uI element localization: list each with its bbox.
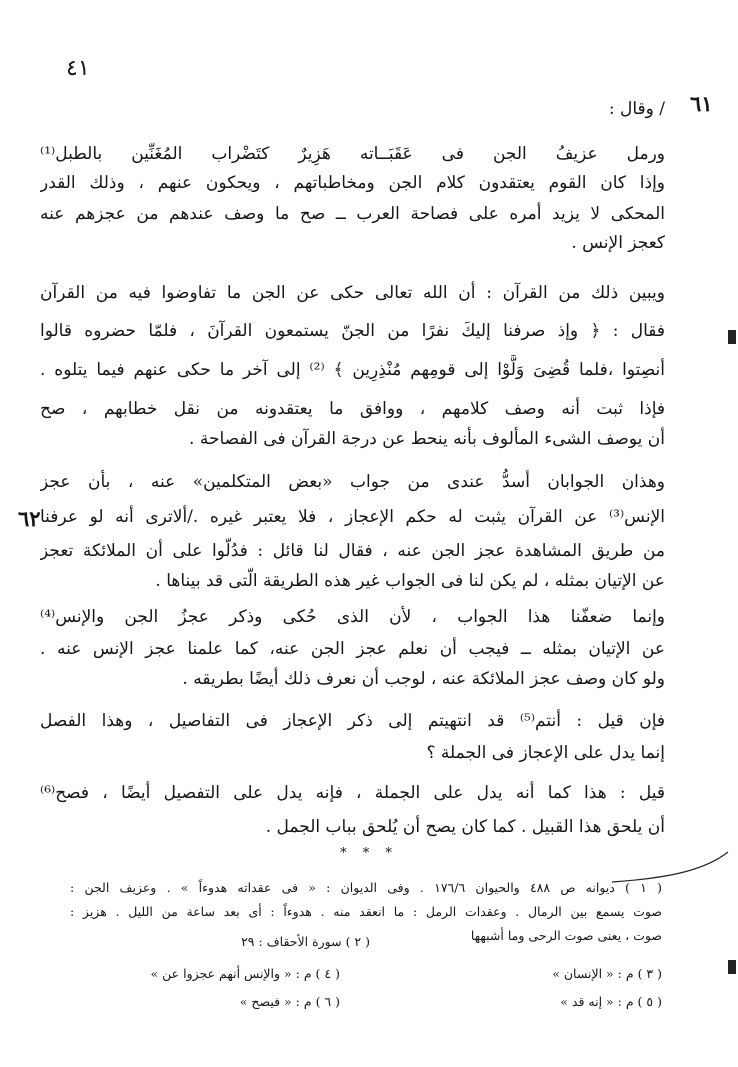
body-line: ولو كان وصف عجز الملائكة عنه ، لوجب أن نعرف ذلك أيضًا بطريقه .	[182, 669, 665, 689]
margin-reference-61: ٦١	[690, 91, 713, 116]
footnote-2: ( ٢ ) سورة الأحقاف : ٢٩	[241, 934, 370, 949]
body-line: ورمل عزيفُ الجن فى عَقَبَــاته هَزِيرٌ كتَضْراب المُغَنِّين بالطبل⁽¹⁾	[40, 144, 665, 164]
body-line: أنصِتوا ،فلما قُضِىَ وَلَّوْا إلى قومِهم مُنْذِرِين ﴾ ⁽²⁾ إلى آخر ما حكى عنهم فيما يتلوه .	[40, 360, 665, 380]
body-line: أن يلحق هذا القبيل . كما كان يصح أن يُلحق بباب الجمل .	[265, 817, 665, 837]
edge-mark	[728, 330, 736, 344]
body-line: من طريق المشاهدة عجز الجن عنه ، فقال لنا قائل : فدُلّوا على أن الملائكة تعجز	[40, 541, 665, 561]
body-line: فإن قيل : أنتم⁽⁵⁾ قد انتهيتم إلى ذكر الإعجاز فى التفاصيل ، وهذا الفصل	[40, 711, 665, 731]
body-line: الإنس⁽³⁾ عن القرآن يثبت له حكم الإعجاز ، فلا يعتبر غيره ./ألاترى أنه لو عرفنا	[40, 507, 665, 527]
footnote-3: ( ٣ ) م : « الإنسان »	[552, 966, 662, 981]
section-separator: * * *	[340, 846, 398, 861]
body-line: فقال : ﴿ وإذ صرفنا إليكَ نفرًا من الجنّ يستمعون القرآنَ ، فلمّا حضروه قالوا	[40, 321, 665, 341]
body-line: إنما يدل على الإعجاز فى الجملة ؟	[426, 743, 665, 763]
body-line: فإذا ثبت أنه وصف كلامهم ، ووافق ما يعتقدونه من نقل خطابهم ، صح	[40, 399, 665, 419]
footnote-line: صوت يسمع بين الرمال . وعقدات الرمل : ما انعقد منه . هدوءاً : أى بعد ساعة من الليل . هزيز :	[70, 904, 662, 919]
body-line: المحكى لا يزيد أمره على فصاحة العرب ــ صح ما وصف عندهم من عجزهم عنه	[40, 204, 665, 224]
footnote-line: صوت ، يعنى صوت الرحى وما أشبهها	[470, 928, 662, 943]
body-line: عن الإتيان بمثله ، لم يكن لنا فى الجواب غير هذه الطريقة الّتى قد بيناها .	[155, 571, 665, 591]
body-line: كعجز الإنس .	[571, 233, 665, 253]
body-line: / وقال :	[608, 99, 665, 119]
footnote-6: ( ٦ ) م : « فيصح »	[239, 994, 340, 1009]
body-line: أن يوصف الشىء المألوف بأنه ينحط عن درجة القرآن فى الفصاحة .	[189, 429, 665, 449]
footnote-5: ( ٥ ) م : « إنه قد »	[560, 994, 662, 1009]
margin-reference-62: ٦٢	[18, 506, 41, 531]
footnote-line: ( ١ ) ديوانه ص ٤٨٨ والحيوان ١٧٦/٦ . وفى الديوان : « فى عقداته هدوءاً » . وعزيف الجن :	[70, 880, 662, 895]
body-line: وإذا كان القوم يعتقدون كلام الجن ومخاطباتهم ، ويحكون عنهم ، وذلك القدر	[40, 173, 665, 193]
body-line: قيل : هذا كما أنه يدل على الجملة ، فإنه يدل على التفصيل أيضًا ، فصح⁽⁶⁾	[40, 783, 665, 803]
footnote-4: ( ٤ ) م : « والإنس أنهم عجزوا عن »	[150, 966, 340, 981]
body-line: وهذان الجوابان أسدُّ عندى من جواب «بعض المتكلمين» عنه ، بأن عجز	[40, 472, 665, 492]
edge-mark	[728, 960, 736, 974]
body-line: ويبين ذلك من القرآن : أن الله تعالى حكى عن الجن ما تفاوضوا فيه من القرآن	[40, 283, 665, 303]
page-number: ٤١	[66, 56, 90, 81]
body-line: وإنما ضعفّنا هذا الجواب ، لأن الذى حُكى وذكر عجزُ الجن والإنس⁽⁴⁾	[40, 607, 665, 627]
body-line: عن الإتيان بمثله ــ فيجب أن نعلم عجز الجن عنه، كما علمنا عجز الإنس عنه .	[40, 639, 665, 659]
